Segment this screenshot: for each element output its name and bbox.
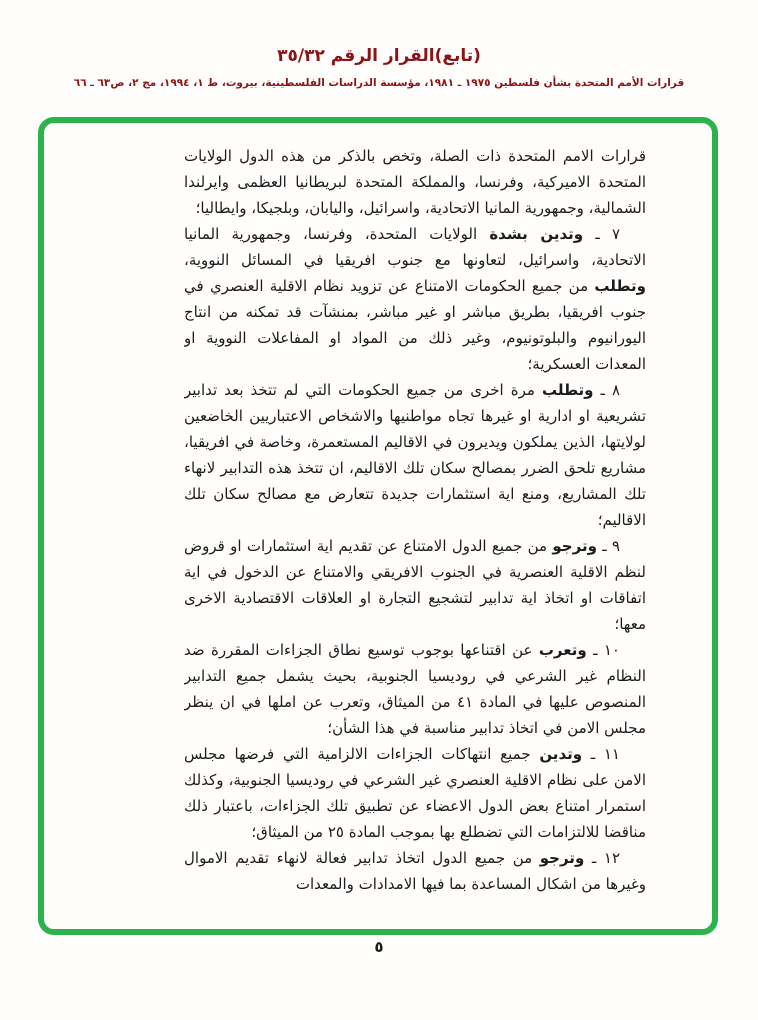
text-run: ١٠ ـ bbox=[586, 641, 620, 659]
operative-verb: وتدين bbox=[539, 745, 583, 763]
text-run: من جميع الدول اتخاذ تدابير فعالة لانهاء تقديم الاموال وغيرها من اشكال المساعدة بما فيها الامدادات والمعدات bbox=[184, 849, 646, 893]
operative-verb: وترجو bbox=[552, 537, 597, 555]
text-run: جميع انتهاكات الجزاءات الالزامية التي فرضها مجلس الامن على نظام الاقلية العنصري غير الشرعي في روديسيا الجنوبية، وكذلك استمرار امتناع بعض الدول الاعضاء عن تطبيق تلك الجزاءات، باعتبار ذلك مناقضا للالتزامات التي تضطلع بها بموجب المادة ٢٥ من الميثاق؛ bbox=[184, 745, 646, 841]
text-run: عن اقتناعها بوجوب توسيع نطاق الجزاءات المقررة ضد النظام غير الشرعي في روديسيا الجنوبية، بحيث يشمل جميع التدابير المنصوص عليها في المادة ٤١ من الميثاق، وتعرب عن املها في ان ينظر مجلس الامن في اتخاذ تدابير مناسبة في هذا الشأن؛ bbox=[184, 641, 646, 737]
text-run: الولايات المتحدة، وفرنسا، وجمهورية المانيا الاتحادية، واسرائيل، لتعاونها مع جنوب افريقيا في المسائل النووية، bbox=[184, 225, 646, 269]
text-run: من جميع الحكومات الامتناع عن تزويد نظام الاقلية العنصري في جنوب افريقيا، بطريق مباشر او غير مباشر، بمنشآت قد تمكنه من انتاج اليورانيوم والبلوتونيوم، وغير ذلك من المواد او المفاعلات النووية او المعدات العسكرية؛ bbox=[184, 277, 646, 373]
text-run: ٨ ـ bbox=[593, 381, 621, 399]
paragraph bbox=[184, 377, 646, 533]
text-run: ٩ ـ bbox=[596, 537, 620, 555]
paragraph bbox=[184, 637, 646, 741]
operative-verb: وتدين بشدة bbox=[489, 225, 584, 243]
operative-verb: وتطلب bbox=[594, 277, 646, 295]
text-run: ١٢ ـ bbox=[584, 849, 621, 867]
citation-line: قرارات الأمم المتحدة بشأن فلسطين ١٩٧٥ ـ ١٩٨١، مؤسسة الدراسات الفلسطينية، بيروت، ط ١، ١٩٩٤، مج ٢، ص٦٣ ـ ٦٦ bbox=[73, 77, 685, 89]
page-number: ٥ bbox=[374, 938, 384, 956]
resolution-title: (تابع)القرار الرقم ٣٥/٣٢ bbox=[277, 46, 481, 66]
paragraph bbox=[184, 143, 646, 221]
paragraph bbox=[184, 845, 646, 897]
page-header bbox=[0, 46, 758, 89]
text-run: ١١ ـ bbox=[582, 745, 620, 763]
paragraph bbox=[184, 533, 646, 637]
resolution-text bbox=[184, 143, 646, 923]
operative-verb: وتطلب bbox=[541, 381, 594, 399]
text-run: قرارات الامم المتحدة ذات الصلة، وتخص بالذكر من هذه الدول الولايات المتحدة الاميركية، وفرنسا، والمملكة المتحدة لبريطانيا العظمى وايرلندا الشمالية، وجمهورية المانيا الاتحادية، واسرائيل، واليابان، وبلجيكا، وايطاليا؛ bbox=[184, 147, 646, 217]
operative-verb: وتعرب bbox=[538, 641, 587, 659]
text-run: من جميع الدول الامتناع عن تقديم اية استثمارات او قروض لنظم الاقلية العنصرية في الجنوب الافريقي والامتناع عن الدخول في اية اتفاقات او اتخاذ اية تدابير لتشجيع التجارة او العلاقات الاقتصادية الاخرى معها؛ bbox=[184, 537, 646, 633]
green-border-frame bbox=[38, 117, 718, 935]
text-run: ٧ ـ bbox=[583, 225, 620, 243]
text-run: مرة اخرى من جميع الحكومات التي لم تتخذ بعد تدابير تشريعية او ادارية او غيرها تجاه مواطنيها والاشخاص الاعتباريين الخاضعين لولايتها، الذين يملكون ويديرون في الاقاليم المستعمرة، وخاصة في افريقيا، مشاريع تلحق الضرر بمصالح سكان تلك الاقاليم، ان تتخذ هذه التدابير لانهاء تلك المشاريع، ومنع اية استثمارات جديدة تتعارض مع مصالح سكان تلك الاقاليم؛ bbox=[184, 381, 646, 529]
operative-verb: وترجو bbox=[539, 849, 585, 867]
paragraph bbox=[184, 741, 646, 845]
paragraph bbox=[184, 221, 646, 377]
